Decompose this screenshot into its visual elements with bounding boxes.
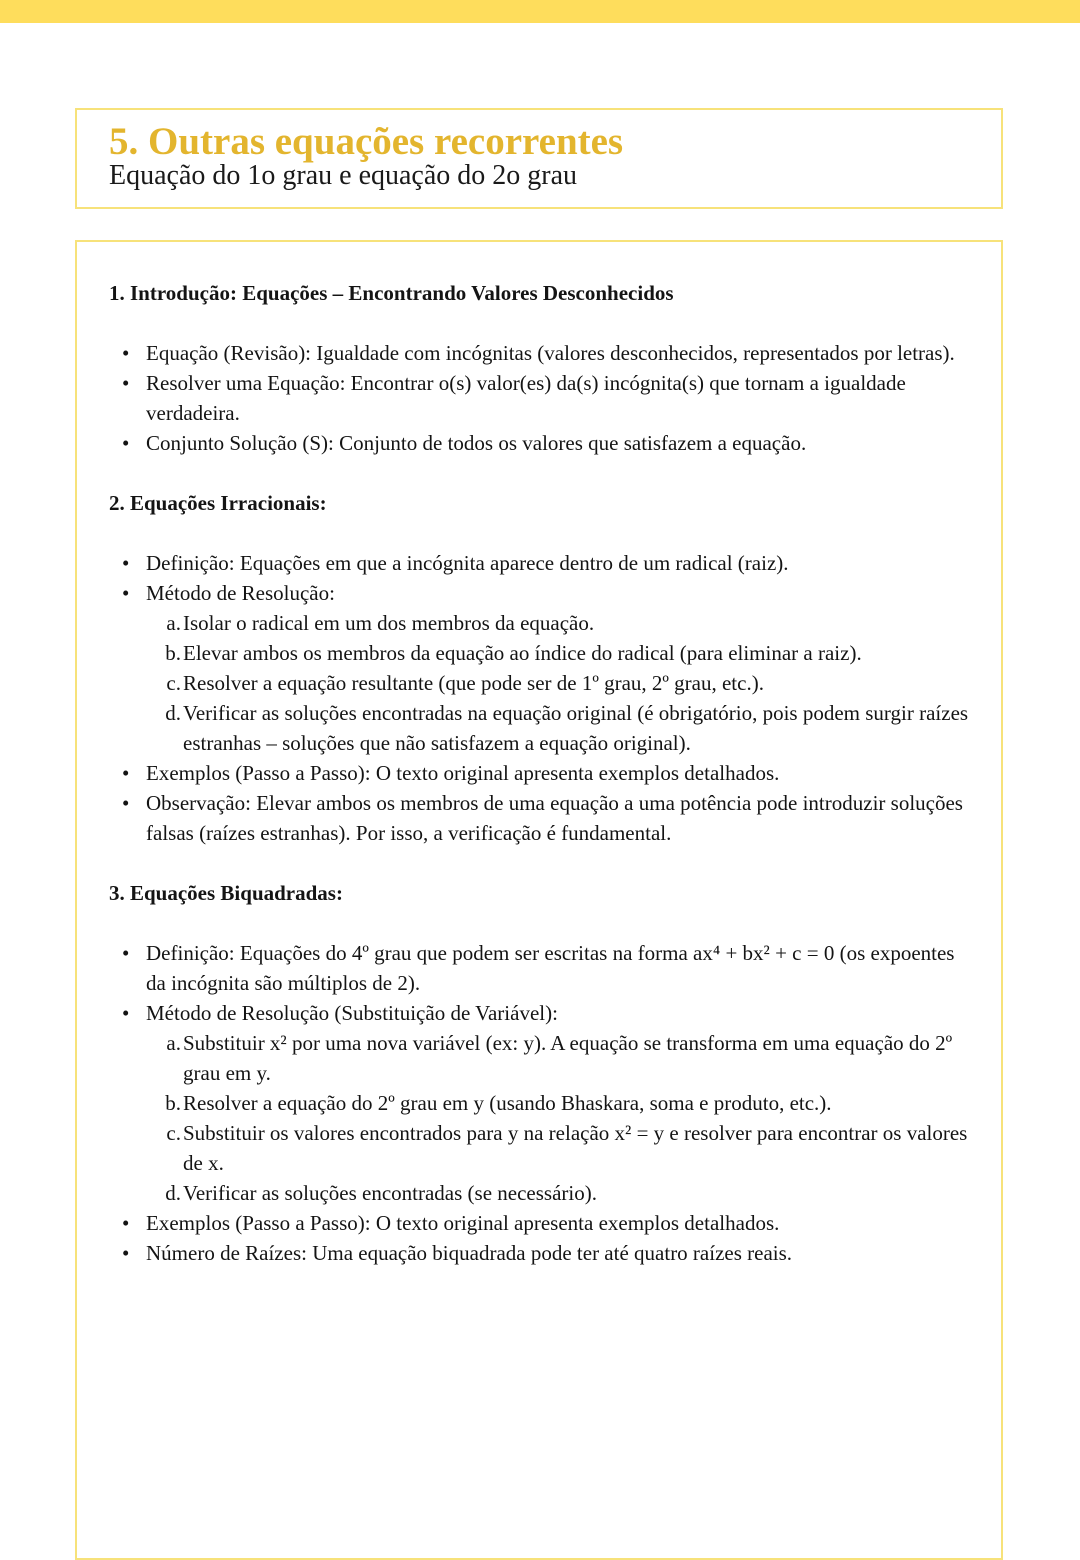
biquadratic-steps-list	[146, 1028, 969, 1208]
list-item: • Observação: Elevar ambos os membros de uma equação a uma potência pode introduzir soluções falsas (raízes estranhas). Por isso, a verificação é fundamental.	[146, 788, 969, 848]
list-item: • Definição: Equações do 4º grau que podem ser escritas na forma ax⁴ + bx² + c = 0 (os expoentes da incógnita são múltiplos de 2).	[146, 938, 969, 998]
step-marker: d.	[165, 1181, 181, 1205]
step-item	[166, 668, 969, 698]
step-text: Substituir os valores encontrados para y na relação x² = y e resolver para encontrar os valores de x.	[183, 1121, 968, 1175]
title-box	[75, 108, 1003, 209]
list-item	[146, 578, 969, 758]
step-item	[166, 608, 969, 638]
step-item	[166, 1028, 969, 1088]
step-text: Verificar as soluções encontradas na equação original (é obrigatório, pois podem surgir raízes estranhas – soluções que não satisfazem a equação original).	[183, 701, 969, 755]
step-marker: c.	[166, 1121, 181, 1145]
top-accent-bar	[0, 0, 1080, 23]
step-marker: b.	[165, 1091, 181, 1115]
irrational-bullet-list	[109, 548, 969, 848]
intro-bullet-list	[109, 338, 969, 458]
step-marker: b.	[165, 641, 181, 665]
step-text: Substituir x² por uma nova variável (ex: y). A equação se transforma em uma equação do 2º grau em y.	[183, 1031, 953, 1085]
step-text: Resolver a equação do 2º grau em y (usando Bhaskara, soma e produto, etc.).	[183, 1091, 832, 1115]
list-item: • Exemplos (Passo a Passo): O texto original apresenta exemplos detalhados.	[146, 1208, 969, 1238]
step-item	[166, 1118, 969, 1178]
irrational-steps-list	[146, 608, 969, 758]
list-item: • Equação (Revisão): Igualdade com incógnitas (valores desconhecidos, representados por letras).	[146, 338, 969, 368]
step-marker: a.	[166, 1031, 181, 1055]
step-item	[165, 1088, 969, 1118]
list-item: • Resolver uma Equação: Encontrar o(s) valor(es) da(s) incógnita(s) que tornam a igualdade verdadeira.	[146, 368, 969, 428]
step-item	[165, 638, 969, 668]
list-item: • Definição: Equações em que a incógnita aparece dentro de um radical (raiz).	[146, 548, 969, 578]
step-marker: d.	[165, 701, 181, 725]
content-body	[109, 278, 969, 1268]
step-marker: a.	[166, 611, 181, 635]
step-item	[165, 1178, 969, 1208]
method-label: Método de Resolução:	[146, 581, 335, 605]
section-heading-irrational: 2. Equações Irracionais:	[109, 491, 327, 515]
list-item	[146, 998, 969, 1208]
step-marker: c.	[166, 671, 181, 695]
step-text: Isolar o radical em um dos membros da equação.	[183, 611, 595, 635]
step-item	[165, 698, 969, 758]
step-text: Elevar ambos os membros da equação ao índice do radical (para eliminar a raiz).	[183, 641, 862, 665]
page-subtitle: Equação do 1o grau e equação do 2o grau	[109, 160, 578, 191]
method-label: Método de Resolução (Substituição de Variável):	[146, 1001, 558, 1025]
step-text: Resolver a equação resultante (que pode ser de 1º grau, 2º grau, etc.).	[183, 671, 764, 695]
section-heading-intro: 1. Introdução: Equações – Encontrando Valores Desconhecidos	[109, 281, 674, 305]
biquadratic-bullet-list	[109, 938, 969, 1268]
list-item: • Exemplos (Passo a Passo): O texto original apresenta exemplos detalhados.	[146, 758, 969, 788]
list-item: • Conjunto Solução (S): Conjunto de todos os valores que satisfazem a equação.	[146, 428, 969, 458]
list-item: • Número de Raízes: Uma equação biquadrada pode ter até quatro raízes reais.	[146, 1238, 969, 1268]
step-text: Verificar as soluções encontradas (se necessário).	[183, 1181, 597, 1205]
section-heading-biquadratic: 3. Equações Biquadradas:	[109, 881, 343, 905]
page-title: 5. Outras equações recorrentes	[109, 120, 624, 163]
content-box	[75, 240, 1003, 1560]
